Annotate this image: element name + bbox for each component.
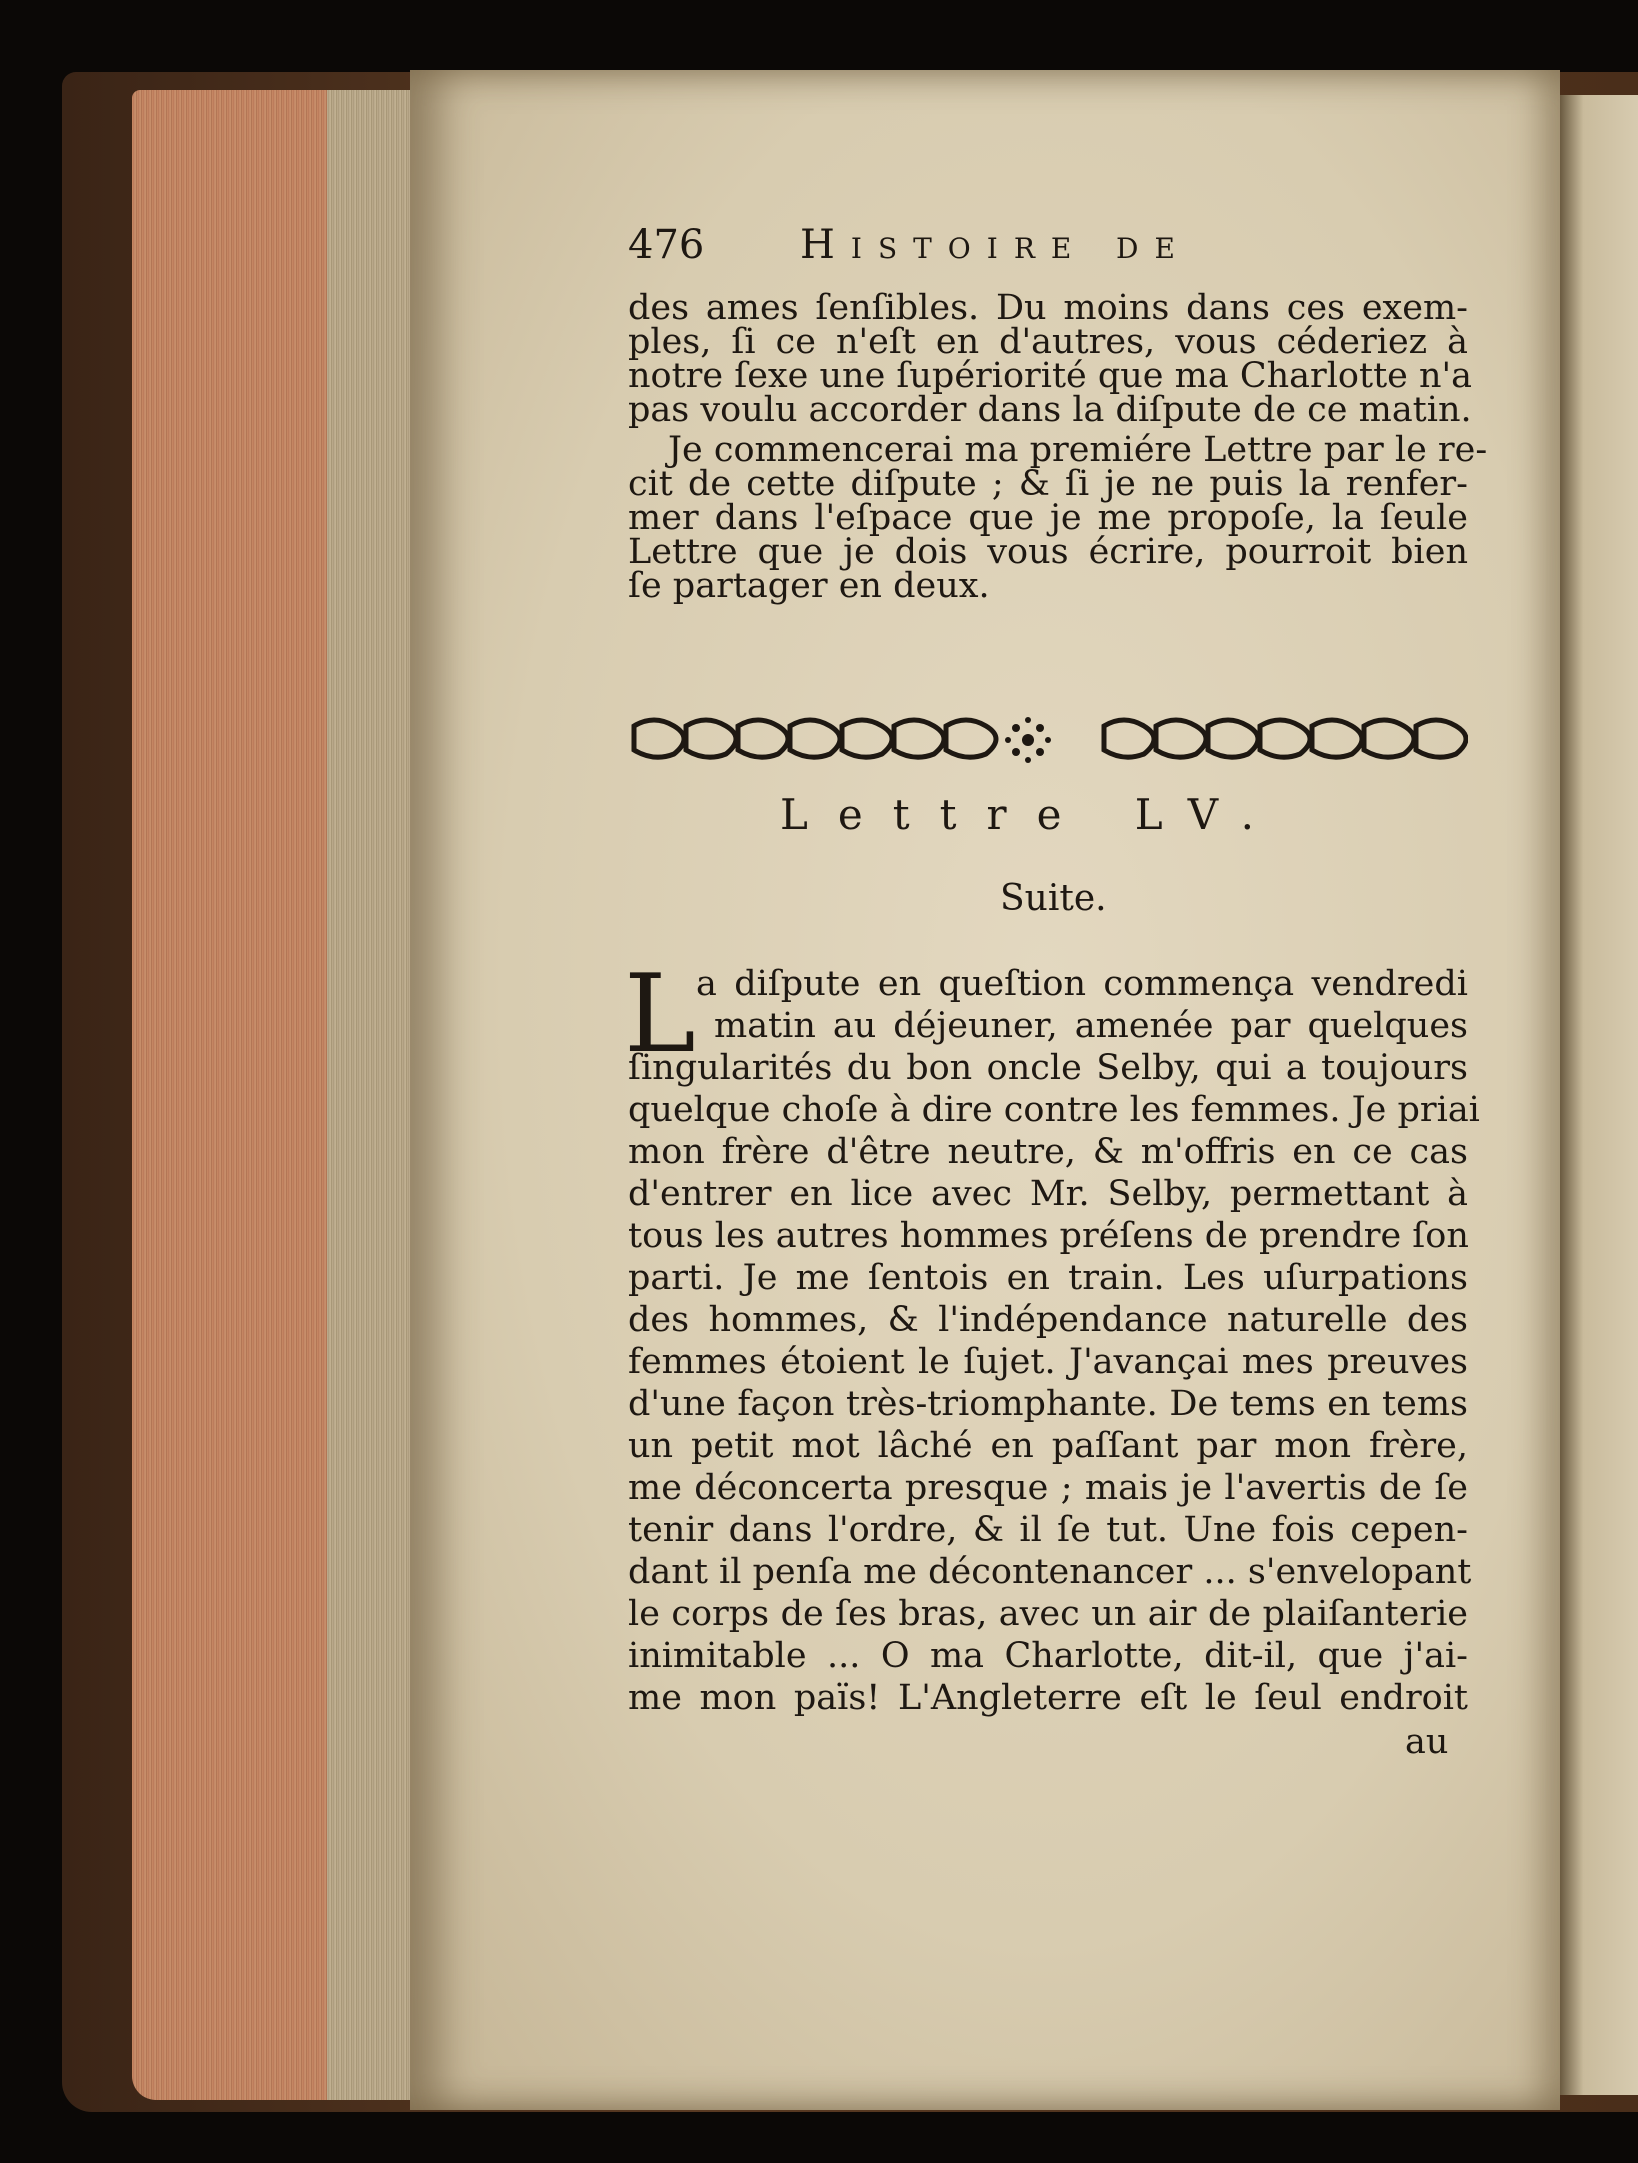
text-line: d'une façon très-triomphante. De tems en tems [628, 1384, 1468, 1424]
text-line: parti. Je me ſentois en train. Les uſurpations [628, 1258, 1468, 1298]
text-line: matin au déjeuner, amenée par quelques [714, 1006, 1468, 1046]
text-line: notre ſexe une ſupériorité que ma Charlotte n'a [628, 356, 1472, 396]
text-line: Je commencerai ma premiére Lettre par le re- [668, 430, 1488, 470]
facing-page-edge [1560, 95, 1638, 2095]
text-line: mer dans l'eſpace que je me propoſe, la ſeule [628, 498, 1468, 538]
text-line: des ames ſenſibles. Du moins dans ces exem- [628, 288, 1468, 328]
page-number: 476 [628, 222, 705, 268]
text-line: a diſpute en queſtion commença vendredi [696, 964, 1468, 1004]
text-line: un petit mot lâché en paſſant par mon frère, [628, 1426, 1468, 1466]
letter-heading: Lettre LV. [780, 790, 1285, 839]
text-line: d'entrer en lice avec Mr. Selby, permettant à [628, 1174, 1468, 1214]
text-line: tenir dans l'ordre, & il ſe tut. Une fois cepen- [628, 1510, 1468, 1550]
text-line: me déconcerta presque ; mais je l'avertis de ſe [628, 1468, 1468, 1508]
text-line: me mon païs! L'Angleterre eſt le ſeul endroit [628, 1678, 1468, 1718]
text-line: ples, ſi ce n'eſt en d'autres, vous céderiez à [628, 322, 1468, 362]
text-line: cit de cette diſpute ; & ſi je ne puis la renfer- [628, 464, 1468, 504]
running-head [628, 222, 1268, 278]
text-line: femmes étoient le ſujet. J'avançai mes preuves [628, 1342, 1468, 1382]
text-line: le corps de ſes bras, avec un air de plaiſanterie [628, 1594, 1468, 1634]
text-line: quelque choſe à dire contre les femmes. Je priai [628, 1090, 1480, 1130]
drop-cap: L [624, 952, 696, 1077]
text-line: inimitable ... O ma Charlotte, dit-il, que j'ai- [628, 1636, 1468, 1676]
text-line: des hommes, & l'indépendance naturelle des [628, 1300, 1468, 1340]
text-line: mon frère d'être neutre, & m'offris en ce cas [628, 1132, 1468, 1172]
text-line: ſingularités du bon oncle Selby, qui a toujours [628, 1048, 1468, 1088]
catchword: au [1405, 1722, 1449, 1762]
text-line: pas voulu accorder dans la diſpute de ce matin. [628, 390, 1472, 430]
text-line: dant il penſa me décontenancer ... s'envelopant [628, 1552, 1472, 1592]
text-line: tous les autres hommes préſens de prendre ſon [628, 1216, 1469, 1256]
text-line: Lettre que je dois vous écrire, pourroit bien [628, 532, 1468, 572]
ornament-band-icon [628, 712, 1468, 768]
page-edges [132, 90, 417, 2100]
running-title: Histoire de [800, 222, 1191, 268]
printers-ornament [628, 712, 1468, 768]
letter-subtitle: Suite. [1000, 878, 1107, 919]
text-line: ſe partager en deux. [628, 566, 990, 606]
